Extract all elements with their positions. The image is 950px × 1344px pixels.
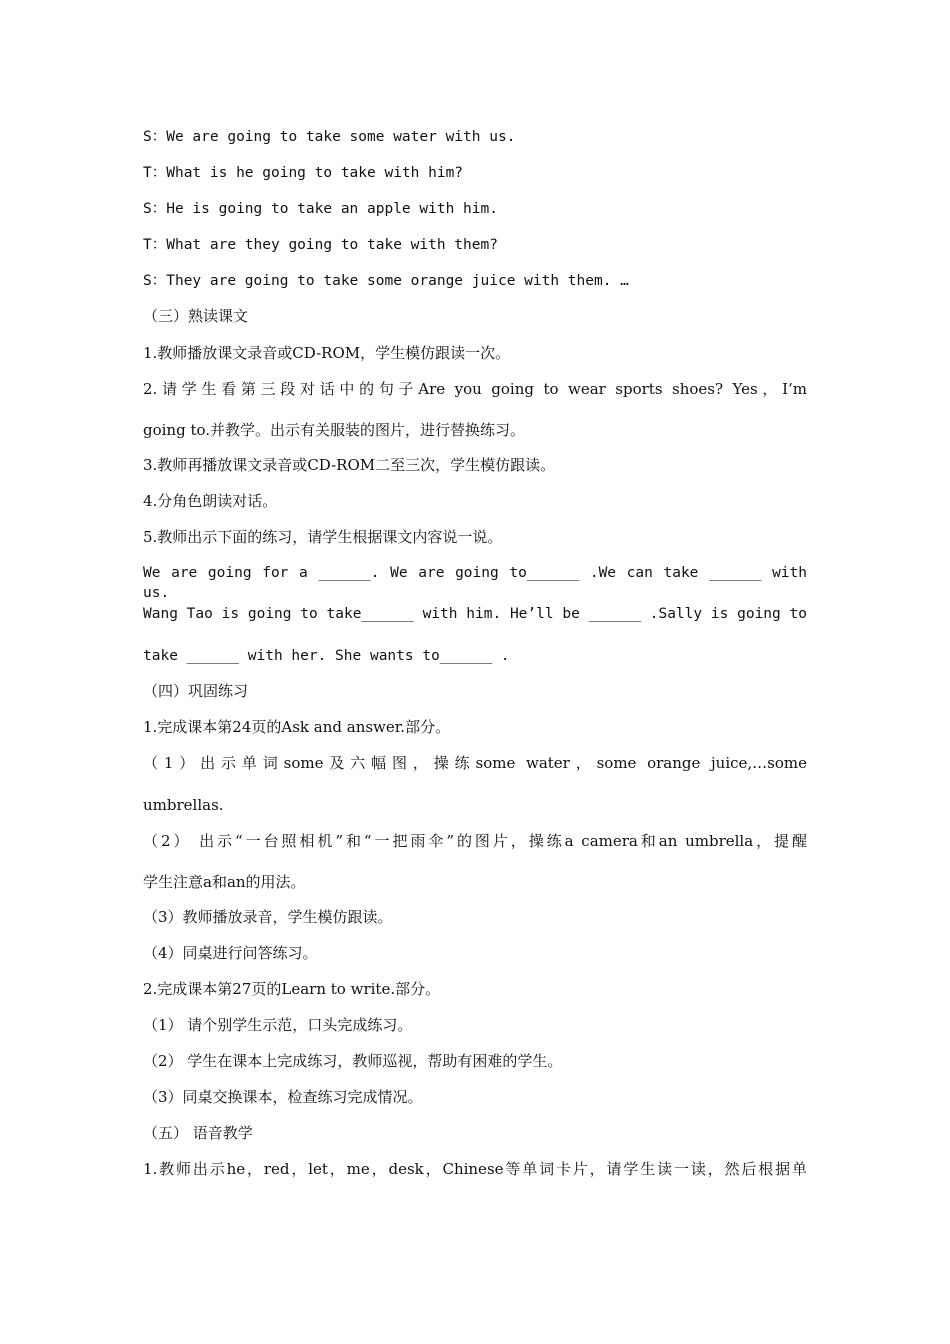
paragraph-4-1-3: （3）教师播放录音，学生模仿跟读。 — [143, 908, 393, 926]
dialogue-line-1: S：We are going to take some water with us. — [143, 129, 516, 145]
dialogue-line-5: S：They are going to take some orange juice with them. … — [143, 273, 629, 289]
paragraph-3-4: 4.分角色朗读对话。 — [143, 492, 278, 510]
paragraph-3-1: 1.教师播放课文录音或CD-ROM，学生模仿跟读一次。 — [143, 344, 511, 362]
paragraph-3-5: 5.教师出示下面的练习，请学生根据课文内容说一说。 — [143, 528, 503, 546]
paragraph-4-1-1a: （1）出示单词some及六幅图，操练some water，some orange juice,…some — [143, 754, 807, 772]
section-heading-5: （五） 语音教学 — [143, 1124, 253, 1142]
paragraph-4-2-3: （3）同桌交换课本，检查练习完成情况。 — [143, 1088, 423, 1106]
dialogue-line-2: T：What is he going to take with him? — [143, 165, 464, 181]
dialogue-line-3: S：He is going to take an apple with him. — [143, 201, 498, 217]
dialogue-line-4: T：What are they going to take with them? — [143, 237, 498, 253]
exercise-line-3: take ______ with her. She wants to______ . — [143, 648, 510, 664]
paragraph-3-2b: going to.并教学。出示有关服装的图片，进行替换练习。 — [143, 421, 526, 439]
exercise-line-2: Wang Tao is going to take______ with him. He’ll be ______ .Sally is going to — [143, 606, 807, 622]
paragraph-4-1: 1.完成课本第24页的Ask and answer.部分。 — [143, 718, 451, 736]
paragraph-4-1-4: （4）同桌进行问答练习。 — [143, 944, 318, 962]
paragraph-4-1-1b: umbrellas. — [143, 796, 224, 814]
paragraph-3-3: 3.教师再播放课文录音或CD-ROM二至三次，学生模仿跟读。 — [143, 456, 556, 474]
paragraph-4-2-1: （1） 请个别学生示范，口头完成练习。 — [143, 1016, 413, 1034]
section-heading-3: （三）熟读课文 — [143, 307, 249, 325]
paragraph-4-2-2: （2） 学生在课本上完成练习，教师巡视，帮助有困难的学生。 — [143, 1052, 563, 1070]
paragraph-4-1-2a: （2） 出示“一台照相机”和“一把雨伞”的图片，操练a camera和an umbrella，提醒 — [143, 832, 807, 850]
section-heading-4: （四）巩固练习 — [143, 682, 249, 700]
exercise-line-1: We are going for a ______. We are going to______ .We can take ______ with us. — [143, 565, 807, 601]
paragraph-4-1-2b: 学生注意a和an的用法。 — [143, 873, 306, 891]
paragraph-5-1: 1.教师出示he，red，let，me，desk，Chinese等单词卡片，请学生读一读，然后根据单 — [143, 1160, 807, 1178]
paragraph-3-2a: 2.请学生看第三段对话中的句子Are you going to wear sports shoes? Yes，I’m — [143, 380, 807, 398]
paragraph-4-2: 2.完成课本第27页的Learn to write.部分。 — [143, 980, 441, 998]
